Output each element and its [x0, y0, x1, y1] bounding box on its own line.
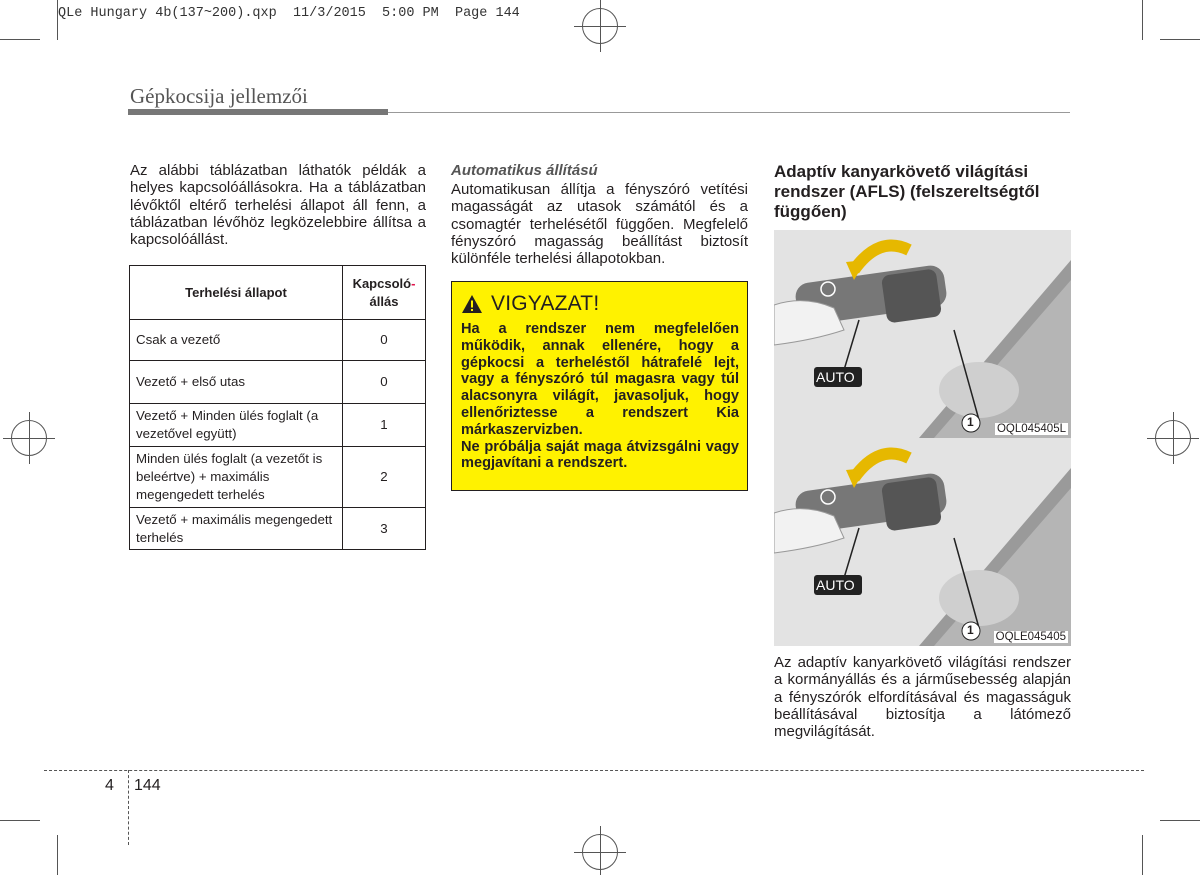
table-row [130, 404, 426, 447]
row-state: Csak a vezető [130, 320, 343, 361]
row-state: Vezető + első utas [130, 361, 343, 404]
page-number: 144 [134, 777, 161, 794]
chapter-number: 4 [105, 777, 114, 794]
registration-mark-icon [1155, 420, 1191, 456]
crop-mark [0, 39, 40, 40]
footer-rule [44, 770, 1144, 771]
headlamp-switch-illustration [774, 438, 1071, 646]
figure-b-code: OQLE045405 [995, 631, 1066, 643]
warning-header [461, 292, 739, 316]
header-switch-hyphen: - [411, 275, 416, 291]
warning-text-2: Ne próbálja saját maga átvizsgálni vagy megjavítani a rendszert. [461, 438, 739, 472]
crop-mark [1160, 820, 1200, 821]
table-header-state: Terhelési állapot [130, 266, 343, 320]
footer-vertical-rule [128, 770, 129, 845]
auto-label: AUTO [816, 369, 855, 385]
headlamp-switch-illustration [774, 230, 1071, 438]
header-switch-part2: állás [369, 293, 399, 309]
table-row [130, 508, 426, 550]
automatic-paragraph: Automatikusan állítja a fényszóró vetítési magasságát az utasok számától és a csomagtér terhelésétől függően. Megfelelő fényszóró magasság beállítást biztosít különféle terhelési állapotokban. [451, 181, 748, 268]
table-row [130, 361, 426, 404]
column-left [130, 162, 426, 248]
crop-mark [1160, 39, 1200, 40]
registration-mark-icon [11, 420, 47, 456]
registration-mark-icon [582, 8, 618, 44]
afls-heading: Adaptív kanyarkövető világítási rendszer (AFLS) (felszereltségtől függően) [774, 162, 1040, 221]
intro-paragraph: Az alábbi táblázatban láthatók példák a helyes kapcsolóállásokra. Ha a táblázatban lévőktől eltérő terhelési állapot áll fenn, a táblázatban lévőhöz legközelebbire állítsa a kapcsolóállást. [130, 162, 426, 249]
row-value: 0 [343, 320, 426, 361]
subheading-automatic: Automatikus állítású [451, 162, 598, 179]
column-middle [451, 162, 748, 267]
row-state: Vezető + Minden ülés foglalt (a vezetővel együtt) [130, 404, 343, 447]
row-value: 0 [343, 361, 426, 404]
load-state-table [129, 265, 426, 550]
crop-mark [1142, 835, 1143, 875]
table-header-row [130, 266, 426, 320]
crop-mark [57, 0, 58, 40]
callout-1: 1 [967, 415, 974, 429]
crop-mark [1142, 0, 1143, 40]
warning-text: Ha a rendszer nem megfelelően működik, annak ellenére, hogy a gépkocsi a terheléstől hátrafelé lejt, vagy a fényszóró túl magasra vagy túl alacsonyra világít, javasoljuk, hogy ellenőriztesse a rendszert Kia márkaszervizben. [461, 321, 739, 438]
auto-label: AUTO [816, 577, 855, 593]
section-title: Gépkocsija jellemzői [130, 84, 308, 108]
row-state: Minden ülés foglalt (a vezetőt is beleértve) + maximális megengedett terhelés [130, 447, 343, 508]
warning-triangle-icon [461, 294, 483, 314]
row-state: Vezető + maximális megengedett terhelés [130, 508, 343, 550]
header-rule-thick [128, 109, 388, 115]
figure-type-a [774, 230, 1071, 438]
print-slug: QLe Hungary 4b(137~200).qxp 11/3/2015 5:00 PM Page 144 [58, 6, 520, 21]
row-value: 2 [343, 447, 426, 508]
figure-a-code: OQL045405L [996, 423, 1066, 435]
header-rule-thin [388, 112, 1070, 113]
afls-paragraph: Az adaptív kanyarkövető világítási rendszer a kormányállás és a járműsebesség alapján a fényszórók elfordításával és magasságuk beállításával biztosítja a látómező megvilágítását. [774, 654, 1071, 741]
warning-box [451, 281, 748, 491]
callout-1: 1 [967, 623, 974, 637]
table-row [130, 447, 426, 508]
crop-mark [0, 820, 40, 821]
registration-mark-icon [582, 834, 618, 870]
row-value: 3 [343, 508, 426, 550]
column-right [774, 162, 1071, 222]
table-row [130, 320, 426, 361]
warning-title: VIGYAZAT! [491, 292, 600, 315]
table-header-switch [343, 266, 426, 320]
crop-mark [57, 835, 58, 875]
figure-type-b [774, 438, 1071, 646]
row-value: 1 [343, 404, 426, 447]
header-switch-part1: Kapcsoló [352, 275, 412, 291]
